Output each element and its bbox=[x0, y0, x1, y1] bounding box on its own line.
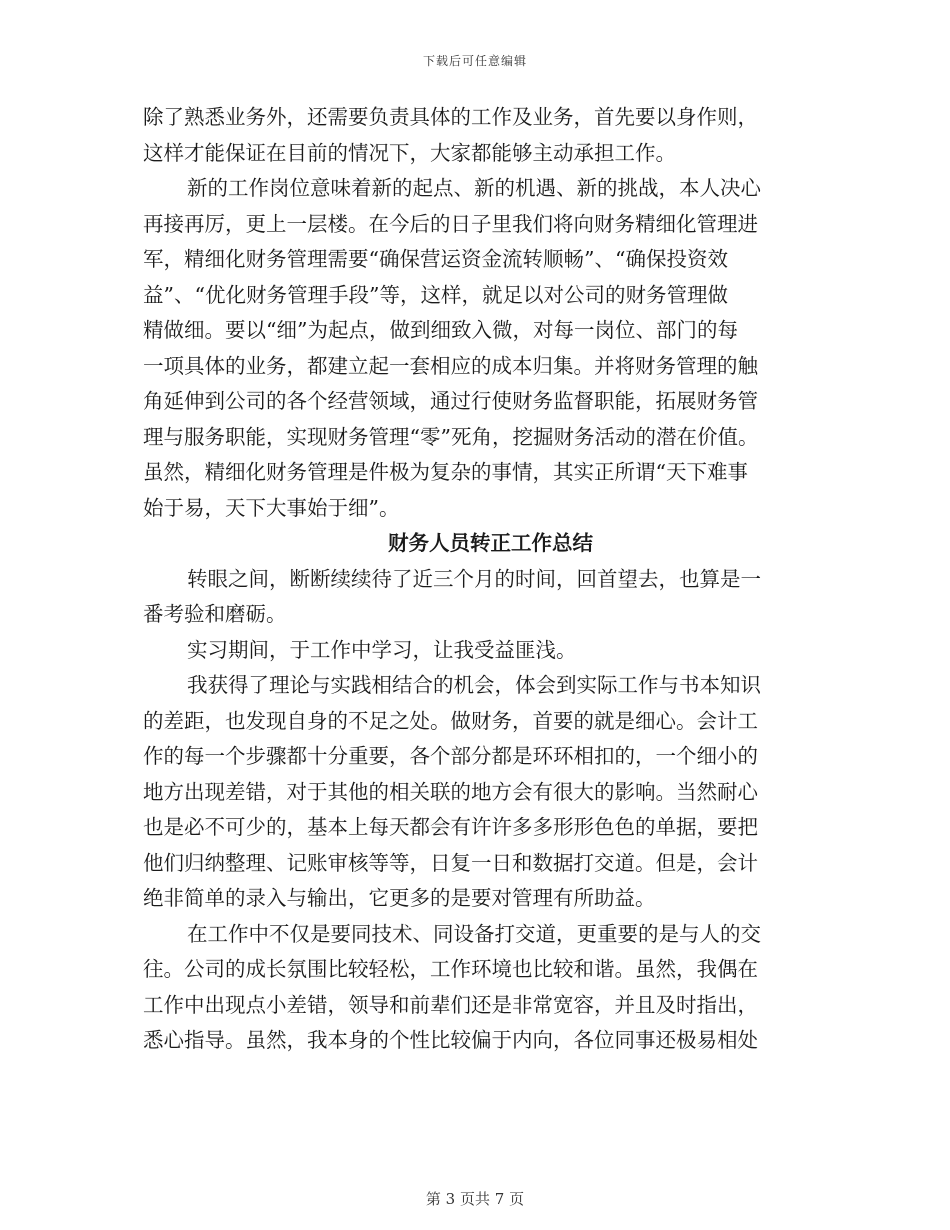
paragraph-line: 往。公司的成长氛围比较轻松，工作环境也比较和谐。虽然，我偶在 bbox=[143, 957, 758, 981]
paragraph-line: 番考验和磨砺。 bbox=[143, 602, 287, 626]
paragraph-line: 悉心指导。虽然，我本身的个性比较偏于内向，各位同事还极易相处 bbox=[143, 1028, 758, 1052]
paragraph-line: 理与服务职能，实现财务管理“零”死角，挖掘财务活动的潜在价值。 bbox=[143, 424, 759, 449]
paragraph-line: 一项具体的业务，都建立起一套相应的成本归集。并将财务管理的触 bbox=[143, 353, 758, 378]
page-footer: 第 3 页共 7 页 bbox=[425, 1190, 525, 1208]
paragraph-line: 精做细。要以“细”为起点，做到细致入微，对每一岗位、部门的每 bbox=[143, 318, 738, 342]
paragraph-line: 实习期间，于工作中学习，让我受益匪浅。 bbox=[187, 637, 577, 662]
document-body bbox=[143, 100, 808, 1059]
paragraph-line: 绝非简单的录入与输出，它更多的是要对管理有所助益。 bbox=[143, 886, 656, 910]
paragraph-line: 工作中出现点小差错，领导和前辈们还是非常宽容，并且及时指出， bbox=[143, 992, 758, 1017]
paragraph-line: 作的每一个步骤都十分重要，各个部分都是环环相扣的，一个细小的 bbox=[143, 744, 758, 768]
paragraph-line: 除了熟悉业务外，还需要负责具体的工作及业务，首先要以身作则， bbox=[143, 105, 758, 129]
paragraph-line: 这样才能保证在目前的情况下，大家都能够主动承担工作。 bbox=[143, 140, 676, 165]
paragraph-line: 地方出现差错，对于其他的相关联的地方会有很大的影响。当然耐心 bbox=[143, 779, 758, 804]
paragraph-line: 再接再厉，更上一层楼。在今后的日子里我们将向财务精细化管理进 bbox=[143, 211, 758, 236]
paragraph-line: 他们归纳整理、记账审核等等，日复一日和数据打交道。但是，会计 bbox=[143, 850, 758, 875]
paragraph-line: 的差距，也发现自身的不足之处。做财务，首要的就是细心。会计工 bbox=[143, 708, 758, 733]
paragraph-line: 军，精细化财务管理需要“确保营运资金流转顺畅”、“确保投资效 bbox=[143, 247, 728, 271]
paragraph-line: 也是必不可少的，基本上每天都会有许许多多形形色色的单据，要把 bbox=[143, 815, 758, 839]
paragraph-line: 转眼之间，断断续续待了近三个月的时间，回首望去，也算是一 bbox=[187, 566, 761, 591]
paragraph-line: 我获得了理论与实践相结合的机会，体会到实际工作与书本知识 bbox=[187, 673, 761, 697]
paragraph-line: 益”、“优化财务管理手段”等，这样，就足以对公司的财务管理做 bbox=[143, 282, 728, 307]
paragraph-line: 角延伸到公司的各个经营领域，通过行使财务监督职能，拓展财务管 bbox=[143, 389, 758, 413]
page-header: 下载后可任意编辑 bbox=[422, 54, 527, 68]
paragraph-line: 新的工作岗位意味着新的起点、新的机遇、新的挑战，本人决心 bbox=[187, 176, 761, 200]
paragraph-line: 在工作中不仅是要同技术、同设备打交道，更重要的是与人的交 bbox=[187, 921, 761, 946]
section-title: 财务人员转正工作总结 bbox=[388, 531, 593, 555]
paragraph-line: 始于易，天下大事始于细”。 bbox=[143, 495, 400, 520]
paragraph-line: 虽然，精细化财务管理是件极为复杂的事情，其实正所谓“天下难事 bbox=[143, 460, 748, 484]
